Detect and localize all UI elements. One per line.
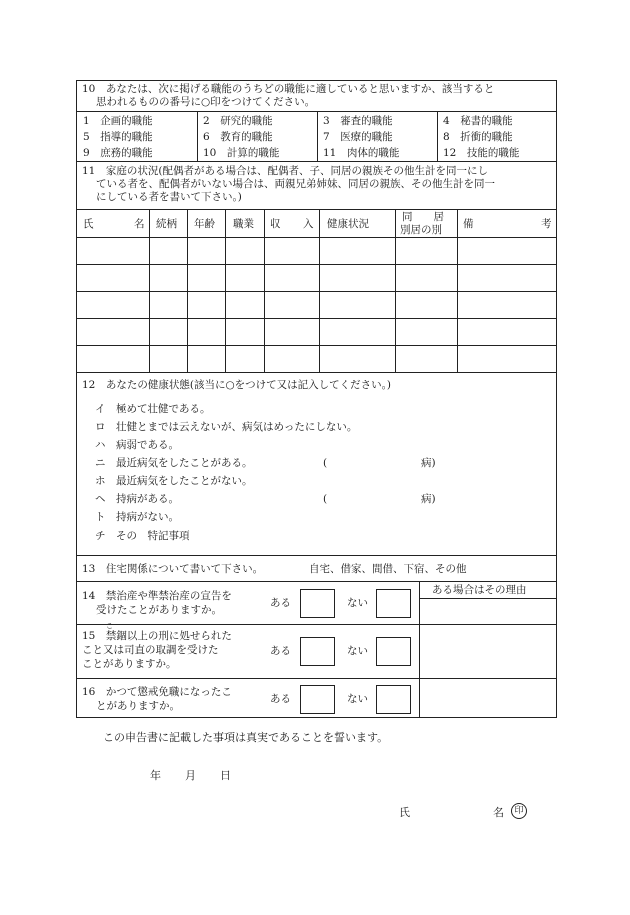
s11-header-cohab-b: 別居の別 [400, 224, 442, 236]
seal-icon: 印 [511, 803, 527, 819]
s15-question-line1: 15 禁錮以上の刑に処せられた [82, 630, 232, 642]
s14-yes-checkbox[interactable] [300, 589, 335, 618]
s12-item-ha[interactable]: ハ 病弱である。 [95, 439, 179, 451]
s11-header-notes-b: 考 [541, 218, 552, 230]
signature-name-b: 名 [493, 806, 504, 819]
s11-header-notes-a: 備 [463, 218, 474, 230]
s11-header-cohab-a: 同 居 [402, 211, 444, 223]
s15-ruby: こ [106, 622, 113, 630]
s10-option-8[interactable]: 8 折衝的職能 [443, 131, 513, 143]
s10-title-line2: 思われるものの番号に○印をつけてください。 [96, 96, 316, 108]
s12-item-ni[interactable]: ニ 最近病気をしたことがある。 [95, 457, 253, 469]
s11-header-relation: 続柄 [156, 218, 177, 230]
s10-option-5[interactable]: 5 指導的職能 [83, 131, 153, 143]
s11-title-line2: ている者を、配偶者がいない場合は、両親兄弟姉妹、同居の親族、その他生計を同一 [96, 178, 495, 190]
s10-option-7[interactable]: 7 医療的職能 [323, 131, 393, 143]
s10-option-10[interactable]: 10 計算的職能 [203, 147, 280, 159]
s12-item-he-paren-open: ( [323, 493, 328, 505]
s10-option-2[interactable]: 2 研究的職能 [203, 115, 273, 127]
s13-label: 13 住宅関係について書いて下さい。 [82, 563, 264, 575]
s14-question-line2: 受けたことがありますか。 [96, 604, 222, 616]
declaration-form [76, 80, 557, 718]
s10-title-line1: 10 あなたは、次に掲げる職能のうちどの職能に適していると思いますか、該当すると [82, 83, 495, 95]
s16-no-checkbox[interactable] [376, 685, 411, 714]
s15-no-checkbox[interactable] [376, 637, 411, 666]
s15-question-line3: ことがありますか。 [82, 658, 177, 670]
s16-yes-label: ある [270, 693, 291, 705]
s11-header-name-a: 氏 [83, 218, 94, 230]
s13-options[interactable]: 自宅、借家、間借、下宿、その他 [309, 563, 467, 575]
reason-header: ある場合はその理由 [432, 584, 527, 596]
s15-yes-checkbox[interactable] [300, 637, 335, 666]
s12-item-ho[interactable]: ホ 最近病気をしたことがない。 [95, 475, 253, 487]
s11-header-name-b: 名 [134, 218, 145, 230]
s14-no-checkbox[interactable] [376, 589, 411, 618]
s10-option-1[interactable]: 1 企画的職能 [83, 115, 153, 127]
date-day: 日 [220, 769, 231, 782]
s10-option-6[interactable]: 6 教育的職能 [203, 131, 273, 143]
s10-option-12[interactable]: 12 技能的職能 [443, 147, 520, 159]
declaration-text: この申告書に記載した事項は真実であることを誓います。 [103, 731, 389, 744]
s14-question-line1: 14 禁治産や準禁治産の宣告を [82, 590, 232, 602]
date-month: 月 [185, 769, 196, 782]
signature-name-a: 氏 [399, 806, 410, 819]
s10-option-4[interactable]: 4 秘書的職能 [443, 115, 513, 127]
s12-item-chi[interactable]: チ その 特記事項 [95, 530, 190, 542]
s12-title: 12 あなたの健康状態(該当に○をつけて又は記入してください。) [82, 379, 391, 391]
s11-header-income-b: 入 [303, 218, 314, 230]
s11-header-job: 職業 [233, 218, 254, 230]
s16-question-line2: とがありますか。 [96, 700, 180, 712]
s10-option-9[interactable]: 9 庶務的職能 [83, 147, 153, 159]
s11-header-income-a: 収 [270, 218, 281, 230]
s16-yes-checkbox[interactable] [300, 685, 335, 714]
s11-header-health: 健康状況 [327, 218, 369, 230]
s16-question-line1: 16 かつて懲戒免職になったこ [82, 686, 232, 698]
s12-item-to[interactable]: ト 持病がない。 [95, 511, 179, 523]
s11-header-age: 年齢 [194, 218, 215, 230]
s12-item-ro[interactable]: ロ 壮健とまでは云えないが、病気はめったにしない。 [95, 421, 358, 433]
s14-no-label: ない [347, 597, 368, 609]
s15-yes-label: ある [270, 645, 291, 657]
s12-item-ni-paren-close: 病) [421, 457, 436, 469]
s12-item-i[interactable]: イ 極めて壮健である。 [95, 403, 211, 415]
s11-title-line1: 11 家庭の状況(配偶者がある場合は、配偶者、子、同居の親族その他生計を同一にし [82, 165, 488, 177]
s12-item-he-paren-close: 病) [421, 493, 436, 505]
s10-option-3[interactable]: 3 審査的職能 [323, 115, 393, 127]
s12-item-ni-paren-open: ( [323, 457, 328, 469]
date-year: 年 [150, 769, 161, 782]
s12-item-he[interactable]: ヘ 持病がある。 [95, 493, 179, 505]
s16-no-label: ない [347, 693, 368, 705]
s11-title-line3: にしている者を書いて下さい。) [96, 191, 242, 203]
s15-question-line2: こと又は司直の取調を受けた [82, 644, 219, 656]
s14-yes-label: ある [270, 597, 291, 609]
s10-option-11[interactable]: 11 肉体的職能 [323, 147, 400, 159]
s15-no-label: ない [347, 645, 368, 657]
